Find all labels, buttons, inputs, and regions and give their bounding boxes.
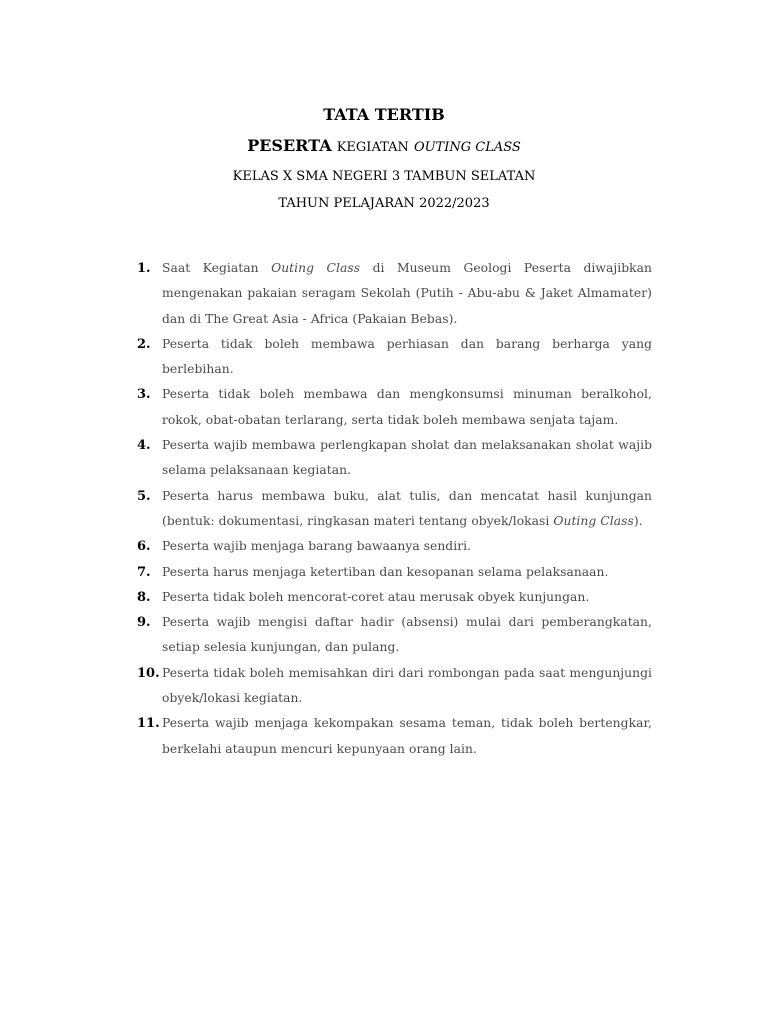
rule-text-segment: Peserta tidak boleh memisahkan diri dari rombongan pada saat mengunjungi obyek/lokasi kegiatan. xyxy=(162,665,652,706)
rule-text-segment: di Museum Geologi Peserta diwajibkan mengenakan pakaian seragam Sekolah (Putih - Abu-abu & Jaket Almamater) dan di The Great Asia - Africa (Pakaian Bebas). xyxy=(162,261,652,326)
rule-number: 8. xyxy=(137,589,151,605)
rule-text xyxy=(162,534,652,559)
year-line: TAHUN PELAJARAN 2022/2023 xyxy=(278,196,490,211)
rule-text xyxy=(162,433,652,484)
rule-text-segment: Peserta tidak boleh membawa perhiasan dan barang berharga yang berlebihan. xyxy=(162,336,652,377)
rule-text-italic: Outing Class xyxy=(553,513,634,528)
rule-text xyxy=(162,661,652,712)
rule-item xyxy=(137,433,652,484)
rule-text xyxy=(162,332,652,383)
rule-text xyxy=(162,711,652,762)
rule-number: 9. xyxy=(137,615,151,631)
rule-number: 3. xyxy=(137,387,151,403)
rule-number: 1. xyxy=(137,261,151,276)
rule-number: 10. xyxy=(137,665,160,681)
rule-number: 11. xyxy=(137,716,160,732)
rule-text-segment: Peserta harus membawa buku, alat tulis, dan mencatat hasil kunjungan (bentuk: dokumentasi, ringkasan materi tentang obyek/lokasi xyxy=(162,488,652,528)
rules-list xyxy=(137,256,652,762)
rule-text xyxy=(162,560,652,585)
rule-item xyxy=(137,534,652,559)
rule-item xyxy=(137,256,652,332)
rule-text-segment: Peserta harus menjaga ketertiban dan kesopanan selama pelaksanaan. xyxy=(162,564,609,579)
rule-item xyxy=(137,610,652,661)
rule-text-segment: Saat Kegiatan xyxy=(162,261,272,275)
rule-number: 2. xyxy=(137,336,151,352)
subtitle-regular: KEGIATAN xyxy=(336,140,409,155)
rule-item xyxy=(137,585,652,610)
rule-item xyxy=(137,711,652,762)
rule-text xyxy=(162,585,652,610)
rule-number: 4. xyxy=(137,438,151,454)
rule-item xyxy=(137,484,652,535)
rule-item xyxy=(137,332,652,383)
rule-text xyxy=(162,610,652,661)
rule-text-italic: Outing Class xyxy=(271,261,361,275)
rule-text-segment: Peserta tidak boleh mencorat-coret atau merusak obyek kunjungan. xyxy=(162,589,590,604)
rule-text-segment: Peserta wajib membawa perlengkapan sholat dan melaksanakan sholat wajib selama pelaksanaan kegiatan. xyxy=(162,438,652,478)
rule-text-segment: Peserta wajib menjaga barang bawaanya sendiri. xyxy=(162,539,472,554)
rule-item xyxy=(137,661,652,712)
document-header xyxy=(0,103,768,216)
rule-number: 6. xyxy=(137,539,151,555)
rule-text xyxy=(162,484,652,535)
rule-text-segment: Peserta wajib menjaga kekompakan sesama teman, tidak boleh bertengkar, berkelahi ataupun mencuri kepunyaan orang lain. xyxy=(162,716,652,756)
rule-number: 7. xyxy=(137,564,151,580)
rule-item xyxy=(137,382,652,433)
rule-item xyxy=(137,560,652,585)
document-title: TATA TERTIB xyxy=(323,105,445,124)
rule-text xyxy=(162,382,652,433)
rule-text-segment: Peserta wajib mengisi daftar hadir (absensi) mulai dari pemberangkatan, setiap selesia kunjungan, dan pulang. xyxy=(162,615,652,655)
document-subtitle xyxy=(0,134,768,158)
rule-text-segment: Peserta tidak boleh membawa dan mengkonsumsi minuman beralkohol, rokok, obat-obatan terlarang, serta tidak boleh membawa senjata tajam. xyxy=(162,387,652,427)
rule-text xyxy=(162,256,652,332)
rule-text-segment: ). xyxy=(633,513,643,528)
class-line: KELAS X SMA NEGERI 3 TAMBUN SELATAN xyxy=(232,169,536,184)
subtitle-italic: OUTING CLASS xyxy=(413,140,521,155)
subtitle-bold: PESERTA xyxy=(247,136,332,155)
rule-number: 5. xyxy=(137,488,151,504)
